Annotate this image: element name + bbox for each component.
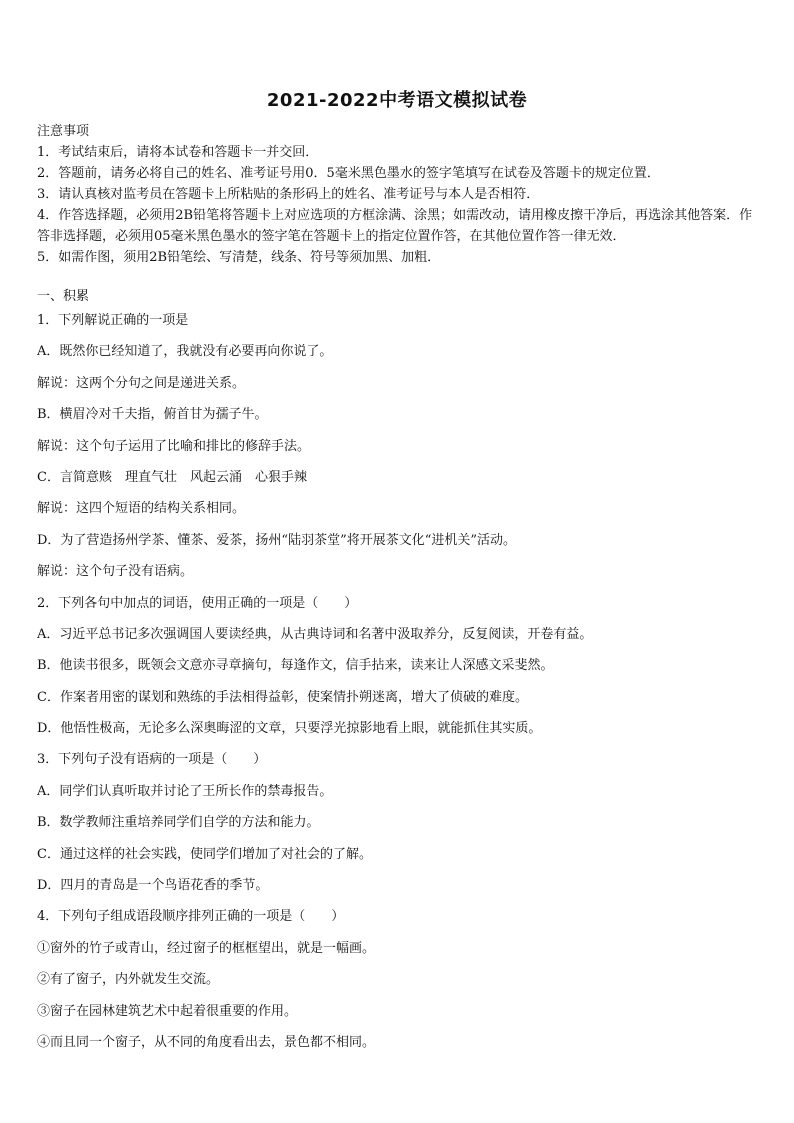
- question-3-stem: 3．下列句子没有语病的一项是（ ）: [37, 752, 267, 768]
- notice-heading: 注意事项: [37, 124, 90, 139]
- notice-item-3: 3．请认真核对监考员在答题卡上所粘贴的条形码上的姓名、准考证号与本人是否相符．: [37, 187, 540, 202]
- question-3-option-b: B．数学教师注重培养同学们自学的方法和能力。: [37, 815, 320, 831]
- notice-block: [37, 121, 762, 268]
- question-2-stem: 2．下列各句中加点的词语，使用正确的一项是（ ）: [37, 595, 358, 611]
- notice-item-5: 5．如需作图，须用2B铅笔绘、写清楚，线条、符号等须加黑、加粗．: [37, 250, 441, 265]
- notice-item-4: 4．作答选择题，必须用2B铅笔将答题卡上对应选项的方框涂满、涂黑；如需改动，请用橡皮擦干净后，再选涂其他答案．作答非选择题，必须用05毫米黑色墨水的签字笔在答题卡上的指定位置作答，在其他位置作答一律无效．: [37, 208, 753, 244]
- question-1-explanation-b: 解说：这个句子运用了比喻和排比的修辞手法。: [37, 438, 311, 454]
- question-3-option-a: A．同学们认真听取并讨论了王所长作的禁毒报告。: [37, 783, 333, 799]
- question-3-option-d: D．四月的青岛是一个鸟语花香的季节。: [37, 878, 269, 894]
- question-3-option-c: C．通过这样的社会实践，使同学们增加了对社会的了解。: [37, 846, 372, 862]
- question-2-option-d: D．他悟性极高，无论多么深奥晦涩的文章，只要浮光掠影地看上眼，就能抓住其实质。: [37, 721, 542, 737]
- document-title: 2021-2022中考语文模拟试卷: [266, 90, 528, 111]
- question-1-option-b: B．横眉冷对千夫指，俯首甘为孺子牛。: [37, 407, 268, 423]
- question-body: [37, 312, 762, 1065]
- question-2-option-a: A．习近平总书记多次强调国人要读经典，从古典诗词和名著中汲取养分，反复阅读，开卷有益。: [37, 626, 593, 642]
- question-1-option-a: A．既然你已经知道了，我就没有必要再向你说了。: [37, 344, 333, 360]
- question-4-sentence-4: ④而且同一个窗子，从不同的角度看出去，景色都不相同。: [37, 1034, 376, 1050]
- section-heading: 一、积累: [37, 289, 90, 304]
- question-1-explanation-d: 解说：这个句子没有语病。: [37, 564, 194, 580]
- question-1-explanation-a: 解说：这两个分句之间是递进关系。: [37, 375, 246, 391]
- question-4-sentence-1: ①窗外的竹子或青山，经过窗子的框框望出，就是一幅画。: [37, 940, 376, 956]
- question-4-stem: 4．下列句子组成语段顺序排列正确的一项是（ ）: [37, 909, 345, 925]
- notice-item-1: 1．考试结束后，请将本试卷和答题卡一并交回．: [37, 145, 319, 160]
- question-1-option-c: C．言简意赅 理直气壮 风起云涌 心狠手辣: [37, 469, 307, 485]
- question-2-option-c: C．作案者用密的谋划和熟练的手法相得益彰，使案情扑朔迷离，增大了侦破的难度。: [37, 689, 528, 705]
- question-1-explanation-c: 解说：这四个短语的结构关系相同。: [37, 501, 246, 517]
- question-4-sentence-3: ③窗子在园林建筑艺术中起着很重要的作用。: [37, 1003, 298, 1019]
- question-1-stem: 1．下列解说正确的一项是: [37, 313, 189, 328]
- question-4-sentence-2: ②有了窗子，内外就发生交流。: [37, 972, 220, 988]
- question-2-option-b: B．他读书很多，既领会文意亦寻章摘句，每逢作文，信手拈来，读来让人深感文采斐然。: [37, 658, 554, 674]
- notice-item-2: 2．答题前，请务必将自己的姓名、准考证号用0．5毫米黑色墨水的签字笔填写在试卷及答题卡的规定位置．: [37, 166, 660, 181]
- question-1-option-d: D．为了营造扬州学茶、懂茶、爱茶，扬州“陆羽茶堂”将开展茶文化“进机关”活动。: [37, 532, 517, 548]
